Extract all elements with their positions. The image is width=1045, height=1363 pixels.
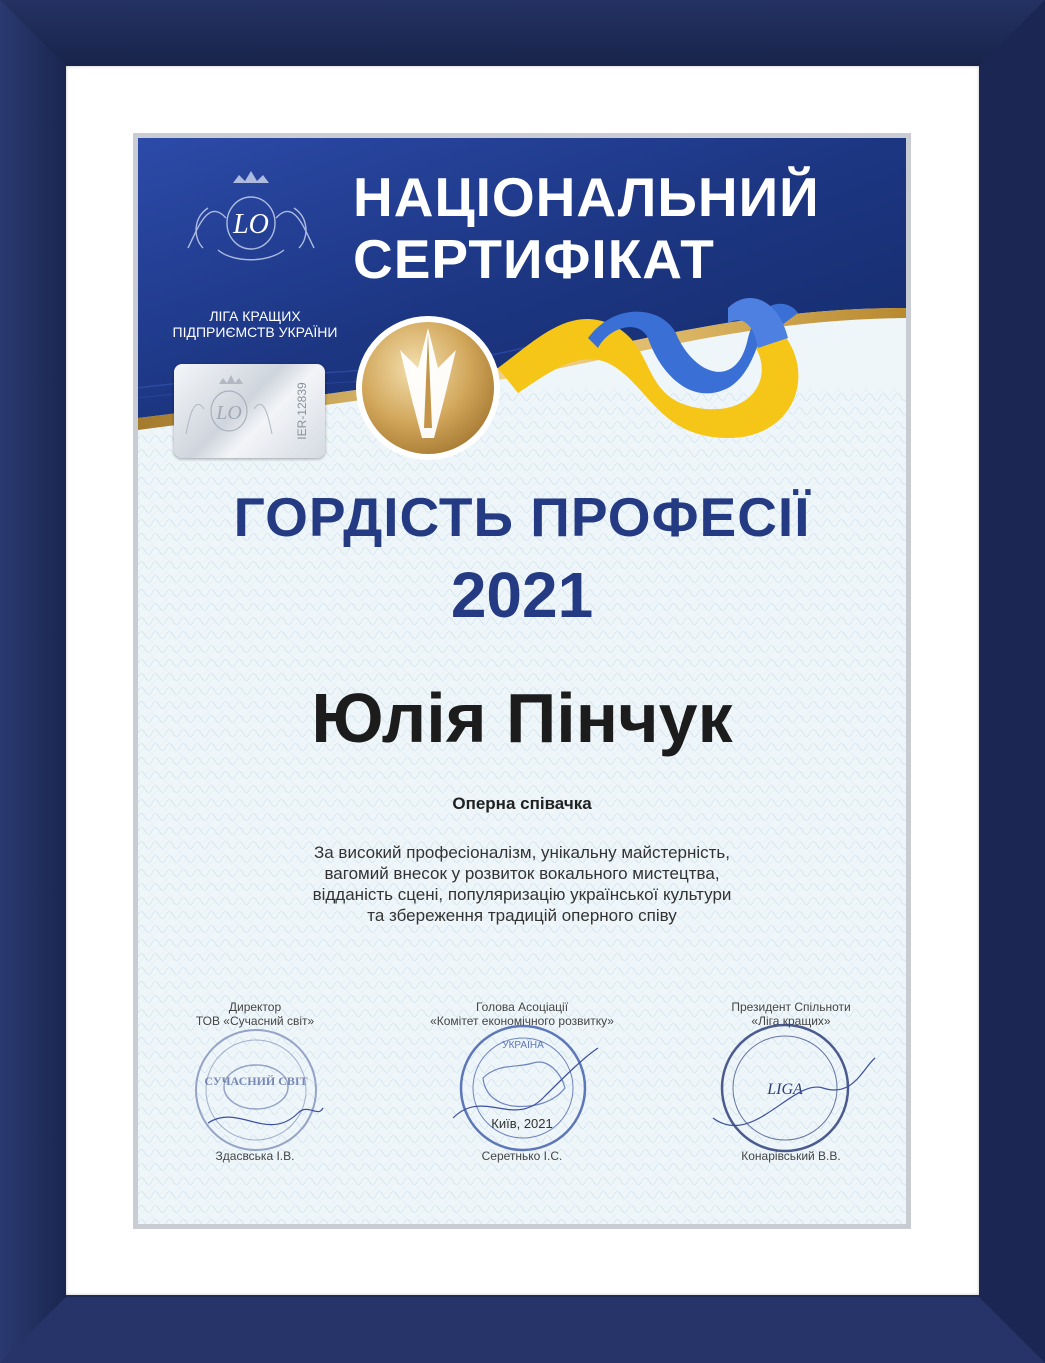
stamp-middle-text: УКРАЇНА [502,1040,544,1051]
place-date: Київ, 2021 [491,1116,553,1131]
description-line: За високий професіоналізм, унікальну майстерність, [313,843,731,862]
certificate [133,133,911,1229]
stamp-middle-icon [443,1018,603,1158]
stamp-left-text: СУЧАСНИЙ СВІТ [204,1074,308,1088]
signatory-title: Президент Спільноти [731,1000,851,1014]
award-description [138,842,906,926]
stamp-right-text: LIGA [767,1081,803,1098]
league-name-line2: ПІДПРИЄМСТВ УКРАЇНИ [172,324,338,340]
hologram-id: IER-12839 [295,382,309,440]
award-title: ГОРДІСТЬ ПРОФЕСІЇ [233,486,811,548]
signatory-title: Голова Асоціації [475,1000,569,1014]
signatory-org: ТОВ «Сучасний світ» [195,1014,315,1028]
hologram-sticker [174,364,325,458]
description-line: та збереження традицій оперного співу [367,906,677,925]
signatory-left-name: Здасвська І.В. [215,1149,295,1163]
recipient-name: Юлія Пінчук [311,679,733,757]
hologram-crest-icon [174,364,284,458]
header-title-line1: НАЦІОНАЛЬНИЙ [353,166,820,228]
signatory-title: Директор [228,1000,282,1014]
description-line: відданість сцені, популяризацію української культури [312,885,732,904]
award-medal-icon [356,316,500,460]
header-title-line2: СЕРТИФІКАТ [353,228,715,290]
certificate-paper [138,138,906,1224]
award-year: 2021 [450,559,594,631]
league-name-line1: ЛІГА КРАЩИХ [209,308,301,324]
description-line: вагомий внесок у розвиток вокального мистецтва, [324,864,720,883]
signatory-right-name: Конарівський В.В. [741,1149,841,1163]
stamp-left-icon [178,1023,338,1158]
signatory-middle-name: Серетнько І.С. [481,1149,563,1163]
signatory-org: «Комітет економічного розвитку» [430,1014,614,1028]
recipient-role: Оперна співачка [452,794,592,813]
svg-text:LO: LO [216,402,242,424]
stamp-right-icon [703,1018,878,1158]
signatory-org: «Ліга кращих» [751,1014,831,1028]
lo-monogram: LO [233,209,269,240]
